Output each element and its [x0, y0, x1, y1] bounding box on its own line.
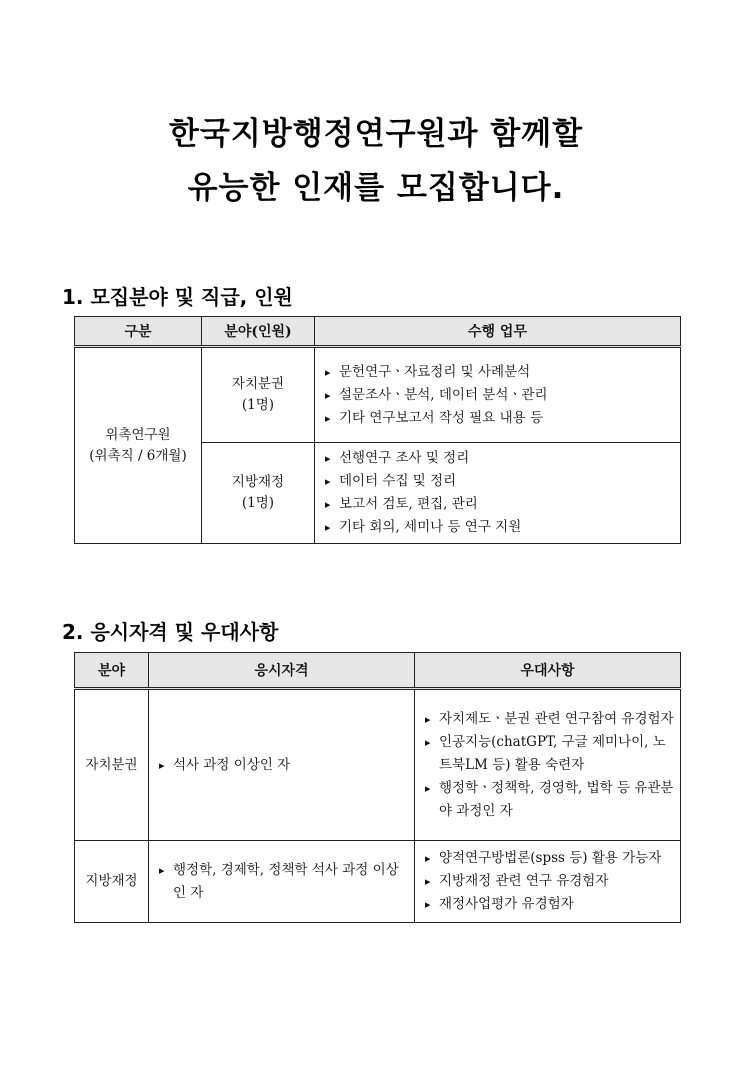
- field-count: (1명): [241, 495, 275, 511]
- table-row: [75, 841, 681, 923]
- list-item: ▸ 기타 연구보고서 작성 필요 내용 등: [325, 407, 676, 430]
- table-row: [75, 347, 681, 443]
- qualifications-cell: [149, 841, 415, 923]
- category-cell: [75, 347, 202, 544]
- preferences-cell: [415, 841, 681, 923]
- list-item: ▸ 문헌연구ㆍ자료정리 및 사례분석: [325, 361, 676, 384]
- field-cell: 지방재정: [75, 841, 149, 923]
- list-item: ▸ 행정학ㆍ정책학, 경영학, 법학 등 유관분야 과정인 자: [425, 777, 676, 823]
- list-item: ▸ 설문조사ㆍ분석, 데이터 분석ㆍ관리: [325, 384, 676, 407]
- page-title-line2: 유능한 인재를 모집합니다.: [187, 170, 565, 206]
- list-item: ▸ 자치제도ㆍ분권 관련 연구참여 유경험자: [425, 708, 676, 731]
- category-term: (위촉직 / 6개월): [89, 447, 187, 464]
- qualification-table: [74, 652, 681, 923]
- list-item: ▸ 양적연구방법론(spss 등) 활용 가능자: [425, 847, 676, 870]
- preferences-cell: [415, 689, 681, 841]
- field-count: (1명): [241, 397, 275, 413]
- list-item: ▸ 행정학, 경제학, 정책학 석사 과정 이상인 자: [159, 859, 410, 905]
- section2-heading: 2. 응시자격 및 우대사항: [62, 620, 279, 644]
- table-row: [75, 689, 681, 841]
- field-cell: 자치분권: [75, 689, 149, 841]
- field-cell: [202, 443, 315, 544]
- list-item: ▸ 데이터 수집 및 정리: [325, 470, 676, 493]
- list-item: ▸ 기타 회의, 세미나 등 연구 지원: [325, 516, 676, 539]
- section1-heading: 1. 모집분야 및 직급, 인원: [62, 285, 293, 309]
- page-title-line1: 한국지방행정연구원과 함께할: [168, 116, 584, 152]
- list-item: ▸ 재정사업평가 유경험자: [425, 893, 676, 916]
- list-item: ▸ 보고서 검토, 편집, 관리: [325, 493, 676, 516]
- duties-cell: [315, 347, 681, 443]
- field-cell: [202, 347, 315, 443]
- header-field: 분야: [75, 653, 149, 689]
- header-preferences: 우대사항: [415, 653, 681, 689]
- list-item: ▸ 선행연구 조사 및 정리: [325, 447, 676, 470]
- header-category: 구분: [75, 317, 202, 347]
- header-field: 분야(인원): [202, 317, 315, 347]
- qualifications-cell: [149, 689, 415, 841]
- field-name: 지방재정: [231, 474, 285, 490]
- list-item: ▸ 인공지능(chatGPT, 구글 제미나이, 노트북LM 등) 활용 숙련자: [425, 731, 676, 777]
- category-title: 위촉연구원: [105, 426, 171, 443]
- duties-cell: [315, 443, 681, 544]
- header-qualifications: 응시자격: [149, 653, 415, 689]
- list-item: ▸ 지방재정 관련 연구 유경험자: [425, 870, 676, 893]
- header-duties: 수행 업무: [315, 317, 681, 347]
- field-name: 자치분권: [231, 376, 285, 392]
- list-item: ▸ 석사 과정 이상인 자: [159, 754, 410, 777]
- recruitment-table: [74, 316, 681, 544]
